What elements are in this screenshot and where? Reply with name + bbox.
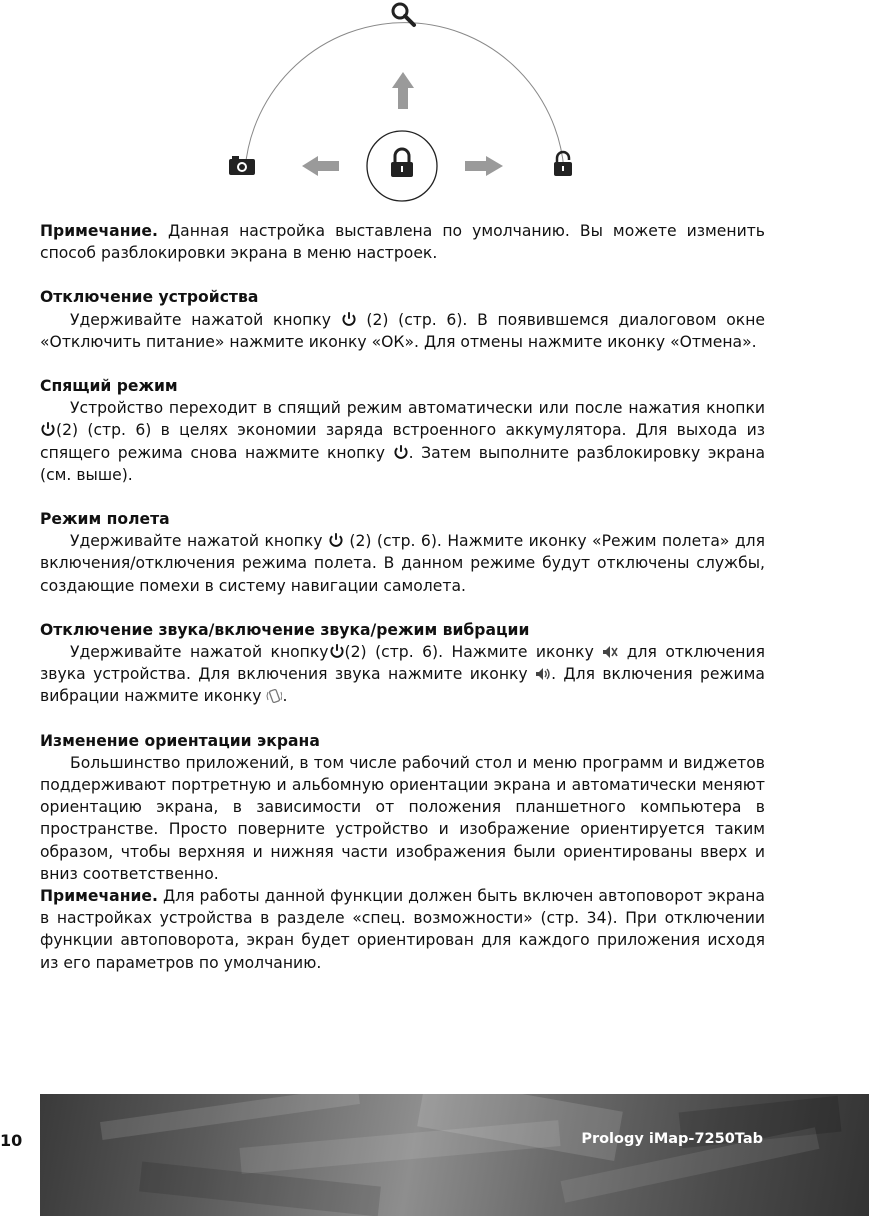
section-heading-orientation: Изменение ориентации экрана bbox=[40, 731, 320, 750]
unlocked-lock-icon bbox=[554, 152, 572, 176]
section-heading-sound: Отключение звука/включение звука/режим вибрации bbox=[40, 620, 530, 639]
note-paragraph-2 bbox=[40, 885, 765, 974]
note-paragraph bbox=[40, 220, 765, 264]
note-label-2: Примечание. bbox=[40, 887, 158, 906]
sound-text-5: . bbox=[282, 687, 288, 706]
unlock-diagram bbox=[0, 0, 869, 215]
camera-icon bbox=[229, 156, 255, 175]
manual-content bbox=[40, 220, 765, 974]
power-icon bbox=[328, 532, 344, 548]
arrow-right-icon bbox=[465, 156, 503, 176]
flight-text-1: Удерживайте нажатой кнопку bbox=[70, 532, 323, 551]
flight-text-2: (2) (стр. 6). Нажмите иконку «Режим полета» для включения/отключения режима полета. В данном режиме будут отключены службы, создающие помехи в систему навигации самолета. bbox=[40, 532, 765, 595]
arrow-left-icon bbox=[302, 156, 339, 176]
section-heading-shutdown: Отключение устройства bbox=[40, 288, 259, 307]
sleep-text-2: (2) (стр. 6) в целях экономии заряда встроенного аккумулятора. Для выхода из спящего режима снова нажмите кнопку bbox=[40, 421, 765, 462]
section-heading-sleep: Спящий режим bbox=[40, 377, 178, 396]
footer-title: Prology iMap-7250Tab bbox=[581, 1131, 763, 1147]
note-text-2: Для работы данной функции должен быть включен автоповорот экрана в настройках устройства в разделе «спец. возможности» (стр. 34). При отключении функции автоповорота, экран будет ориентирован для каждого приложения исходя из его параметров по умолчанию. bbox=[40, 887, 765, 972]
vibrate-icon bbox=[266, 689, 282, 703]
sound-text-2: (2) (стр. 6). Нажмите иконку bbox=[344, 643, 594, 662]
sound-text-1: Удерживайте нажатой кнопку bbox=[70, 643, 329, 662]
shutdown-text-2: (2) (стр. 6). В появившемся диалоговом окне «Отключить питание» нажмите иконку «ОК». Для отмены нажмите иконку «Отмена». bbox=[40, 310, 765, 351]
sleep-text-1: Устройство переходит в спящий режим автоматически или после нажатия кнопки bbox=[70, 399, 765, 418]
note-text: Данная настройка выставлена по умолчанию. Вы можете изменить способ разблокировки экрана в меню настроек. bbox=[40, 222, 765, 263]
flight-paragraph bbox=[40, 530, 765, 597]
shutdown-text-1: Удерживайте нажатой кнопку bbox=[70, 310, 331, 329]
sleep-paragraph bbox=[40, 397, 765, 486]
note-label: Примечание. bbox=[40, 222, 158, 240]
search-icon bbox=[393, 4, 414, 25]
section-heading-flight: Режим полета bbox=[40, 510, 170, 529]
shutdown-paragraph bbox=[40, 309, 765, 353]
sound-text-4: . Для включения режима вибрации нажмите иконку bbox=[40, 665, 765, 706]
mute-icon bbox=[602, 645, 618, 659]
volume-icon bbox=[535, 667, 551, 681]
arrow-up-icon bbox=[392, 72, 414, 109]
power-icon bbox=[341, 311, 357, 327]
sound-text-3: для отключения звука устройства. Для включения звука нажмите иконку bbox=[40, 643, 765, 684]
power-icon bbox=[329, 643, 345, 659]
orientation-paragraph: Большинство приложений, в том числе рабочий стол и меню программ и виджетов поддерживают портретную и альбомную ориентации экрана и автоматически меняют ориентацию экрана, в зависимости от положения планшетного компьютера в пространстве. Просто поверните устройство и изображение ориентируется таким образом, чтобы верхняя и нижняя части изображения были ориентированы вверх и вниз соответственно. bbox=[40, 753, 765, 883]
power-icon bbox=[40, 421, 56, 437]
power-icon bbox=[393, 444, 409, 460]
footer-banner bbox=[40, 1094, 869, 1216]
sound-paragraph bbox=[40, 641, 765, 708]
page-number: 10 bbox=[0, 1131, 23, 1150]
sleep-text-3: . Затем выполните разблокировку экрана (см. выше). bbox=[40, 443, 765, 484]
